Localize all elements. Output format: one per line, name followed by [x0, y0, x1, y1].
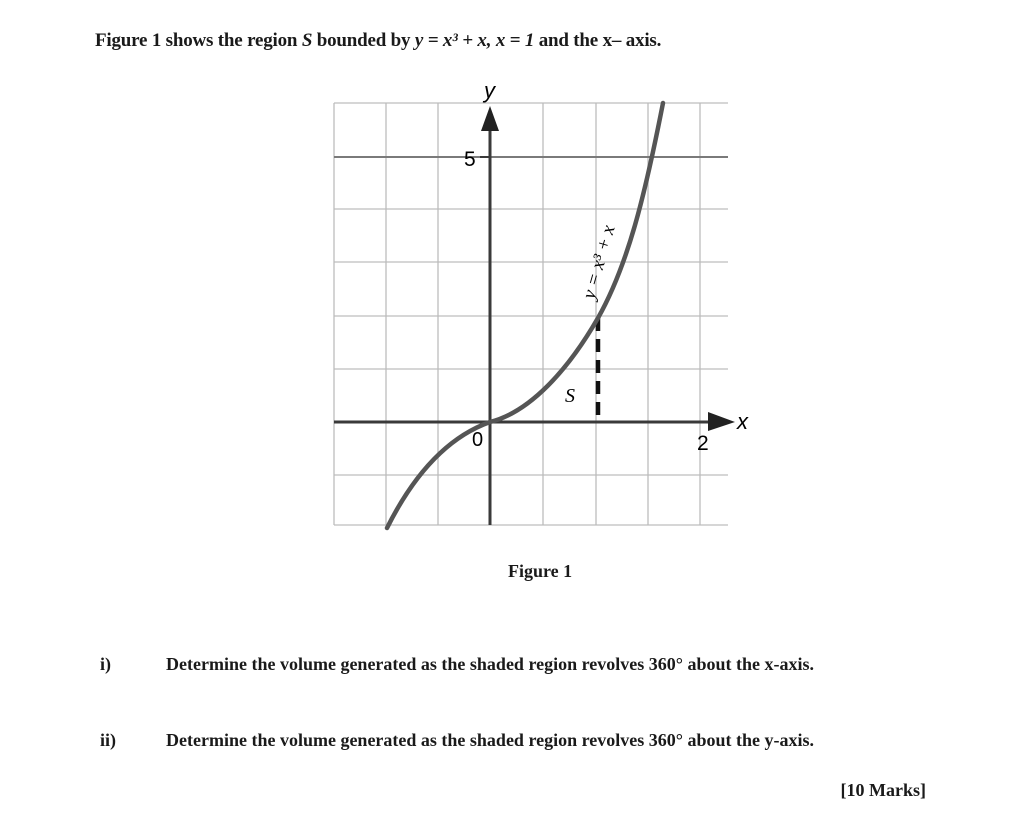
y-axis-label: y — [484, 78, 495, 103]
question-2-number: ii) — [100, 730, 116, 750]
x-axis-label: x — [737, 409, 748, 434]
question-1-number: i) — [100, 654, 111, 674]
intro-mid: bounded by — [316, 30, 411, 51]
x-tick-2-label: 2 — [697, 432, 709, 455]
grid — [334, 103, 728, 525]
boundary-line: x = 1 — [495, 30, 535, 51]
question-2-text: Determine the volume generated as the shaded region revolves 360° about the y-axis. — [166, 730, 814, 750]
region-label: S — [565, 385, 575, 407]
x-axis-arrowhead — [708, 412, 735, 431]
intro-prefix: Figure 1 shows the region — [95, 30, 298, 51]
curve-equation: y = x³ + x, — [414, 30, 492, 51]
curve-label: y = x³ + x — [578, 222, 620, 302]
figure-caption: Figure 1 — [508, 561, 573, 581]
region-symbol: S — [301, 30, 313, 51]
marks-label: [10 Marks] — [840, 780, 926, 800]
y-axis-arrowhead — [481, 106, 499, 131]
question-1-text: Determine the volume generated as the shaded region revolves 360° about the x-axis. — [166, 654, 814, 674]
intro-suffix: and the x– axis. — [538, 30, 662, 51]
origin-label: 0 — [472, 429, 484, 451]
y-tick-5-label: 5 — [464, 148, 476, 171]
